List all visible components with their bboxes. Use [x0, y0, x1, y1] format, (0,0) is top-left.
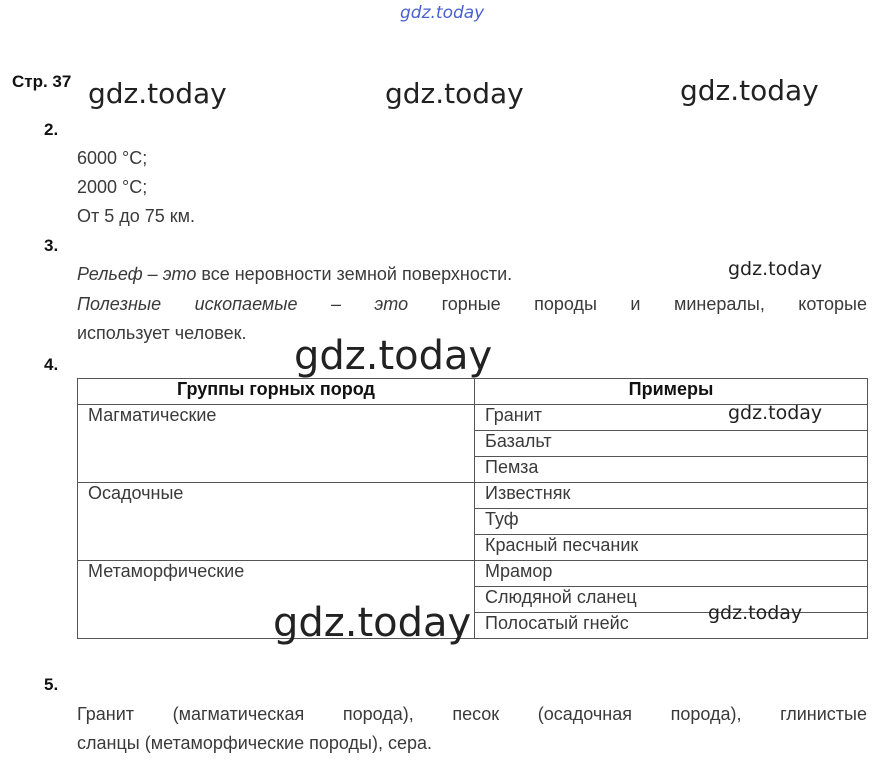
header-examples: Примеры — [475, 379, 868, 405]
group-name: Метаморфические — [78, 561, 475, 639]
question-4-number: 4. — [44, 355, 59, 374]
example-cell: Слюдяной сланец — [475, 587, 868, 613]
example-cell: Полосатый гнейс — [475, 613, 868, 639]
watermark: gdz.today — [88, 77, 227, 110]
example-cell: Красный песчаник — [475, 535, 868, 561]
watermark: gdz.today — [680, 74, 819, 107]
table-row — [78, 483, 868, 509]
watermark-top: gdz.today — [400, 3, 485, 23]
answer-line: 2000 °С; — [77, 177, 148, 197]
watermark: gdz.today — [385, 77, 524, 110]
table-header-row — [78, 379, 868, 405]
page-reference: Стр. 37 — [12, 72, 72, 91]
table-row — [78, 561, 868, 587]
watermark: gdz.today — [294, 333, 493, 379]
definition-continuation: использует человек. — [77, 323, 247, 343]
example-cell: Мрамор — [475, 561, 868, 587]
group-name: Осадочные — [78, 483, 475, 561]
question-2-number: 2. — [44, 120, 59, 139]
example-cell: Известняк — [475, 483, 868, 509]
watermark: gdz.today — [728, 402, 823, 424]
definition-minerals — [77, 294, 867, 315]
definition-relief — [77, 264, 512, 285]
watermark: gdz.today — [273, 600, 472, 646]
example-cell: Пемза — [475, 457, 868, 483]
question-3-number: 3. — [44, 236, 59, 255]
question-5-number: 5. — [44, 675, 59, 694]
example-cell: Туф — [475, 509, 868, 535]
header-groups: Группы горных пород — [78, 379, 475, 405]
definition-text: горные породы и минералы, которые — [408, 294, 867, 314]
example-cell: Базальт — [475, 431, 868, 457]
watermark: gdz.today — [728, 258, 823, 280]
answer-line: Гранит (магматическая порода), песок (осадочная порода), глинистые — [77, 704, 867, 724]
group-name: Магматические — [78, 405, 475, 483]
term-minerals: Полезные ископаемые – это — [77, 294, 409, 314]
term-relief: Рельеф – это — [77, 264, 197, 284]
answer-line: сланцы (метаморфические породы), сера. — [77, 733, 432, 753]
answer-line: 6000 °С; — [77, 148, 148, 168]
watermark: gdz.today — [708, 602, 803, 624]
definition-text: все неровности земной поверхности. — [196, 264, 513, 284]
example-cell: Гранит — [475, 405, 868, 431]
answer-line: От 5 до 75 км. — [77, 206, 196, 226]
